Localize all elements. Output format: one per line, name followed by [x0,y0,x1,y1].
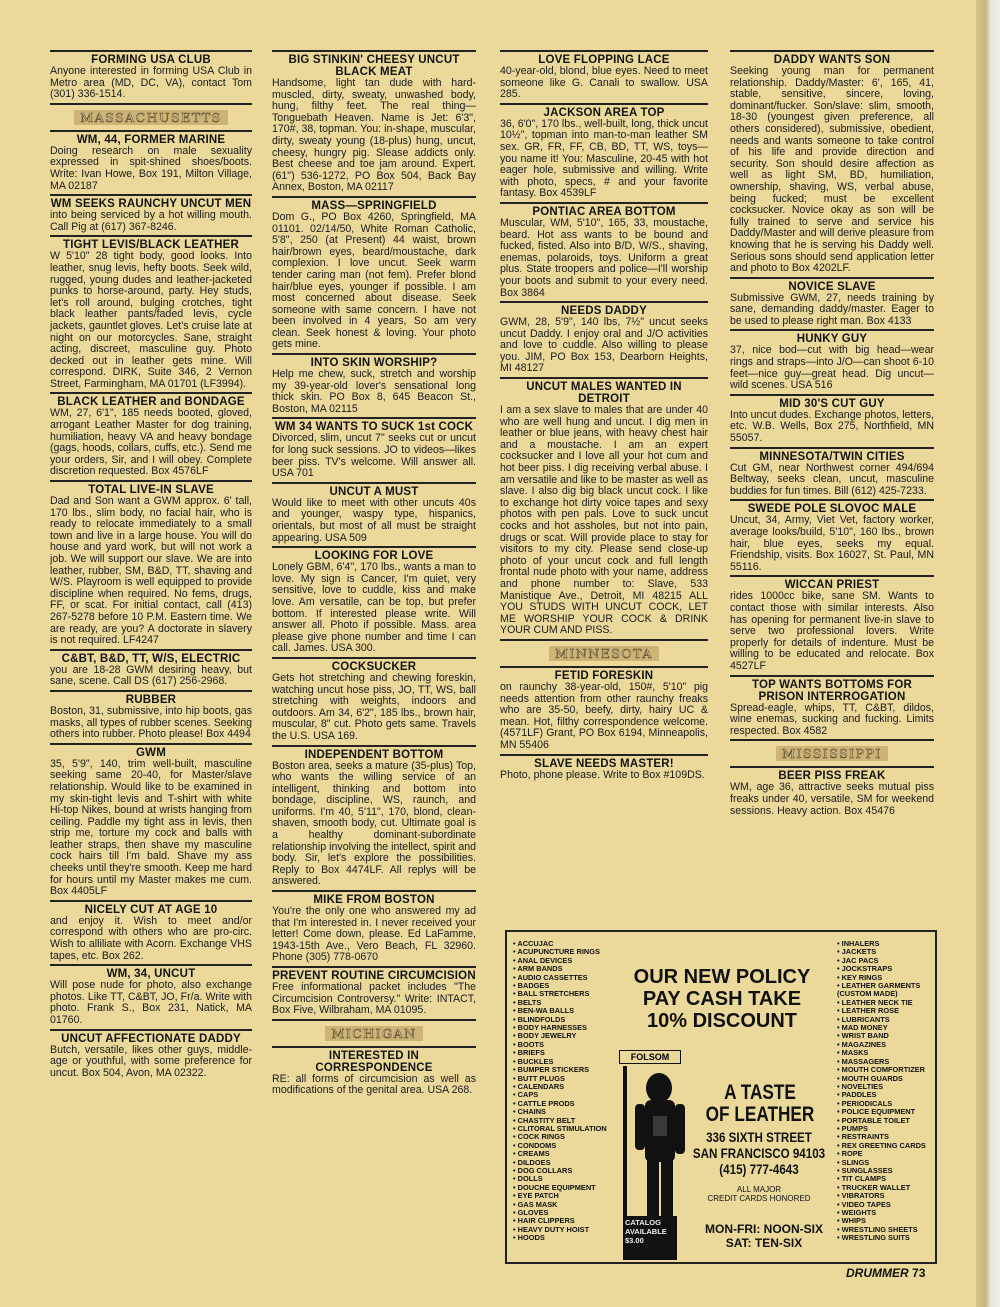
ad-headline: INTERESTED IN CORRESPONDENCE [315,1049,433,1074]
product-item: • GLOVES [513,1209,631,1217]
product-item: • MOUTH COMFORTIZER [837,1066,933,1074]
street-sign: FOLSOM [619,1050,681,1064]
product-item: • WRIST BAND [837,1032,933,1040]
ad-headline: PONTIAC AREA BOTTOM [532,205,676,218]
ad-headline: TOP WANTS BOTTOMS FOR PRISON INTERROGATION [751,678,913,703]
ad-body: Cut GM, near Northwest corner 494/694 Beltway, seeks clean, uncut, masculine buddies for fun times. Bill (612) 425-7233. [730,461,934,497]
ad-body: Will pose nude for photo, also exchange photos. Like TT, C&BT, JO, Fr/a. Write with photo. Frank S., Box 231, Natick, MA 01760. [50,979,252,1026]
ad-headline: FORMING USA CLUB [91,54,211,66]
state-header [50,103,252,130]
product-item: • RESTRAINTS [837,1133,933,1141]
ad-body: WM, age 36, attractive seeks mutual piss freaks under 40, versatile, SM for weekend sessions. Heavy action. Box 45476 [730,781,934,817]
product-item: • JAC PACS [837,957,933,965]
product-item: • BUCKLES [513,1058,631,1066]
store-name-line: OF LEATHER [705,1103,815,1126]
ad-body: Photo, phone please. Write to Box #109DS. [500,768,705,781]
state-name: MICHIGAN [325,1026,422,1041]
ad-body: 40-year-old, blond, blue eyes. Need to meet someone like G. Canali to swallow. USA 285. [500,65,708,101]
product-item: • BADGES [513,982,631,990]
ad-body: Boston, 31, submissive, into hip boots, gas masks, all types of rubber scenes. Seeking others into rubber. Photo please! Box 4494 [50,704,252,741]
hours-line: MON-FRI: NOON-SIX [705,1222,823,1236]
ad-headline: GWM [136,746,166,759]
product-item: • ACCUJAC [513,940,631,948]
ad-body: 37, nice bod—cut with big head—wear rings and straps—into J/O—can shoot 6-10 feet—nice guy—great head. Dig uncut—wild scenes. USA 516 [730,344,934,392]
discount-headline [619,966,825,1032]
ad-headline: HUNKY GUY [796,333,868,346]
product-item: • AUDIO CASSETTES [513,974,631,982]
ad-body: on raunchy 38-year-old, 150#, 5'10" pig needs attention from other raunchy freaks who are 35-50, beefy, dirty, hairy UC & mean. Hot, filthy correspondence welcome.(4571LF) Grant, PO Box 6194, Minneapolis, MN 55406 [500,680,708,751]
state-header [272,1019,476,1046]
ad-headline: NEEDS DADDY [561,305,647,318]
product-item: • HAIR CLIPPERS [513,1217,631,1225]
ad-headline: BLACK LEATHER and BONDAGE [57,396,245,409]
classified-ad [730,50,934,275]
state-name: MISSISSIPPI [776,746,888,761]
product-list-left [513,940,631,1243]
column-4 [730,50,934,819]
product-item: • PADDLES [837,1091,933,1099]
classified-ad [272,353,476,415]
product-item: • INHALERS [837,940,933,948]
product-item: • BUMPER STICKERS [513,1066,631,1074]
classified-ad [272,417,476,479]
ad-body: Divorced, slim, uncut 7" seeks cut or uncut for long suck sessions. JO to videos—likes beer piss. TV's welcome. Will answer all. USA 701 [272,432,476,480]
classified-ad [500,754,708,782]
ad-headline: JACKSON AREA TOP [543,106,665,119]
ad-headline: WM, 44, FORMER MARINE [76,133,226,146]
classified-ad [50,235,252,390]
ad-headline: INTO SKIN WORSHIP? [310,357,438,370]
ad-headline: MID 30'S CUT GUY [779,397,885,410]
address-line: SAN FRANCISCO 94103 [692,1146,826,1161]
ad-body: Doing research on male sexuality expressed in spit-shined shoes/boots. Write: Ivan Howe, Box 191, Milton Village, MA 02187 [50,144,252,192]
classified-ad [50,649,252,688]
state-header [730,739,934,766]
product-item: • CHASTITY BELT [513,1117,631,1125]
product-list-right [837,940,933,1243]
classified-ad [730,329,934,391]
ad-body: Handsome, light tan dude with hard-muscled, dirty, sweaty, unwashed body, hung, filthy feet. The real thing—Tonguebath Heaven. Name is Jet: 6'3", 170#, 38, topman. You: in-shape, muscular, dirty, sweaty young (18-plus) hung, uncut, cheesy, hungry pig. Slease addicts only. Best cheese and toe jam around. Expert. (61") 536-1272, PO Box 504, Back Bay Annex, Boston, MA 02117 [272,77,476,194]
product-item: • GAS MASK [513,1201,631,1209]
ad-headline: INDEPENDENT BOTTOM [304,748,444,761]
product-item: • PORTABLE TOILET [837,1117,933,1125]
ad-body: Would like to meet with other uncuts 40s and younger, waspy type, hispanics, orientals, but most of all must be straight appearing. USA 509 [272,496,476,544]
ad-headline: WICCAN PRIEST [784,579,880,592]
classified-ad [730,575,934,672]
catalog-line: $3.00 [625,1236,644,1245]
ad-body: Boston area, seeks a mature (35-plus) Top, who wants the willing service of an intelligent, thinking and bottom into bondage, discipline, WS, raunch, and uniforms. I'm 40, 5'11", 170, blond, clean-shaven, smooth body, cut. Ultimate goal is a healthy dominant-subordinate relationship involving the intellect, spirit and body. Sir, let's explore the possibilities. Reply to Box 4474LF. All replys will be answered. [272,759,476,888]
product-item: • CAPS [513,1091,631,1099]
product-item: • WEIGHTS [837,1209,933,1217]
product-item: • BODY HARNESSES [513,1024,631,1032]
column-1 [50,50,252,1081]
ad-headline: LOOKING FOR LOVE [314,550,434,563]
product-item: • BRIEFS [513,1049,631,1057]
product-item: • TRUCKER WALLET [837,1184,933,1192]
classified-ad [730,499,934,573]
catalog-line: AVAILABLE [625,1227,667,1236]
magazine-name: DRUMMER [846,1266,909,1280]
classified-ad [272,657,476,743]
product-item: • ACUPUNCTURE RINGS [513,948,631,956]
product-item: • DOUCHE EQUIPMENT [513,1184,631,1192]
ad-headline: UNCUT MALES WANTED IN DETROIT [526,381,682,406]
product-item: • MAGAZINES [837,1041,933,1049]
ad-body: and enjoy it. Wish to meet and/or correspond with others who are pro-circ. Wish to alliliate with Acorn. Exchange VHS tapes, etc. Box 262. [50,914,252,962]
state-header [500,639,708,666]
product-item: • BLINDFOLDS [513,1016,631,1024]
product-item: • SLINGS [837,1159,933,1167]
ad-body: I am a sex slave to males that are under 40 who are well hung and uncut. I dig men in leather or blue jeans, with heavy chest hair and a moustache. I am an expert cocksucker and I love all your hot cum and hot beer piss. I dig receiving verbal abuse. I am versatile and like to be master as well as slave. I also dig big black uncut cock. I like to exchange hot dirty voice tapes and sexy photos with pen pals. Love to suck uncut cocks and hot assholes, but not into pain, drugs or scat. Will provide place to stay for visitors to my city. Please send close-up photo of your uncut cock and full length frontal nude photo with your name, address and phone number to: Slave, 533 Manistique Ave., Detroit, MI 48215 ALL YOU STUDS WITH UNCUT COCK, LET ME WORSHIP YOUR COCK & DRINK YOUR CUM AND PISS. [500,404,708,637]
column-3 [500,50,708,783]
product-item: • HEAVY DUTY HOIST [513,1226,631,1234]
classified-ad [50,900,252,962]
ad-headline: C&BT, B&D, TT, W/S, ELECTRIC [61,652,241,665]
ad-headline: NICELY CUT AT AGE 10 [84,903,218,916]
ad-body: You're the only one who answered my ad that I'm interested in. I never received your letter! Come down, please. Ed LaFamme, 1943-15th Ave., Vero Beach, FL 32960. Phone (305) 778-0670 [272,905,476,964]
ad-headline: MASS—SPRINGFIELD [311,199,437,212]
classified-ad [272,966,476,1017]
product-item: • DILDOES [513,1159,631,1167]
product-item: • CREAMS [513,1150,631,1158]
product-item: • MASKS [837,1049,933,1057]
classified-ad [730,675,934,738]
policy-line: PAY CASH TAKE [642,988,802,1010]
ad-body: Seeking young man for permanent relationship. Daddy/Master: 6', 165, 41, stable, sensitive, sincere, loving, dominant/fucker. Son/slave: slim, smooth, 18-30 (youngest given preference, all others considered), submissive, obedient, needs and wants someone to take control of his life and provide direction and security. Son should desire affection as well as light SM, BD, humiliation, ownership, shaving, WS, verbal abuse, being fucked; must be excellent cocksucker. Novice okay as son will be fully trained to serve and service his Daddy/Master and will derive pleasure from knowing that he is serving his Daddy well. Serious sons should send application letter and photo to Box 4202LF. [730,65,934,275]
ad-body: Gets hot stretching and chewing foreskin, watching uncut hose piss, JO, TT, WS, ball stretching with weights, indoors and outdoors. Am 34, 6'2", 185 lbs., brown hair, muscular, 8" cut. Photo gets same. Travels the U.S. USA 169. [272,671,476,742]
credit-card-note [693,1185,825,1203]
classified-ad [272,1046,476,1097]
ad-headline: WM, 34, UNCUT [106,968,196,981]
product-item: • WRESTLING SUITS [837,1234,933,1242]
store-name-line: A TASTE [724,1081,796,1104]
ad-body: GWM, 28, 5'9", 140 lbs, 7½" uncut seeks uncut Daddy. I enjoy oral and J/O activities and love to cuddle. Also willing to please you. JIM, PO Box 153, Dearborn Heights, MI 48127 [500,316,708,375]
classified-ad [730,394,934,445]
ad-body: Into uncut dudes. Exchange photos, letters, etc. W.B. Wells, Box 275, Northfield, MN 55057. [730,408,934,445]
classified-ad [50,690,252,741]
product-item: • ARM BANDS [513,965,631,973]
classified-ad [50,743,252,898]
hours-line: SAT: TEN-SIX [725,1236,803,1250]
product-item: • VIDEO TAPES [837,1201,933,1209]
ad-headline: MIKE FROM BOSTON [313,894,435,907]
product-item: • REX GREETING CARDS [837,1142,933,1150]
product-item: • MAD MONEY [837,1024,933,1032]
ad-body: Spread-eagle, whips, TT, C&BT, dildos, wine enemas, sucking and fucking. Limits respected. Box 4582 [730,701,934,737]
ad-headline: WM SEEKS RAUNCHY UNCUT MEN [50,198,252,211]
ad-body: WM, 27, 6'1", 185 needs booted, gloved, arrogant Leather Master for dog training, humiliation, heavy VA and heavy bondage (gags, hoods, collars, cuffs, etc.). Send me your orders, Sir, and I will obey. Complete discretion requested. Box 4576LF [50,407,252,478]
classified-ad [272,196,476,351]
product-item: • CLITORAL STIMULATION [513,1125,631,1133]
store-address [690,1130,828,1178]
product-item: • BELTS [513,999,631,1007]
product-item: • CALENDARS [513,1083,631,1091]
page-number: 73 [912,1266,926,1280]
product-item: • KEY RINGS [837,974,933,982]
ad-body: Anyone interested in forming USA Club in Metro area (MD, DC, VA), contact Tom (301) 336-1514. [50,65,252,101]
column-2 [272,50,476,1099]
classified-ad [730,277,934,328]
classified-ad [500,377,708,637]
product-item: • SUNGLASSES [837,1167,933,1175]
ad-body: W 5'10" 28 tight body, good looks. Into leather, snug levis, hefty boots. Seek wild, rugged, young dudes and leather-jacketed punks to horse-around, party. Hey studs, let's roll around, bulging crotches, tight black leather pants/faded levis, cycle jackets, gauntlet gloves. Let's cruise late at night on our motorcycles. Sane, straight acting, discreet, masculine guy. Photo decked out in leather gets mine. Will correspond. DIRK, Suite 346, 2 Vernon Street, Farmingham, MA 01701 (LF3994). [50,250,252,390]
classified-ad [730,766,934,817]
classified-ad [500,50,708,101]
classified-ad [272,546,476,655]
classified-ad [50,392,252,478]
product-item: • EYE PATCH [513,1192,631,1200]
product-item: • PERIODICALS [837,1100,933,1108]
store-advertisement [505,930,937,1264]
product-item: • CATTLE PRODS [513,1100,631,1108]
product-item: • JOCKSTRAPS [837,965,933,973]
product-item: • JACKETS [837,948,933,956]
product-item: • BEN-WA BALLS [513,1007,631,1015]
ad-headline: DADDY WANTS SON [773,54,891,66]
binding-edge [976,0,1000,1307]
product-item: • MOUTH GUARDS [837,1075,933,1083]
ad-body: 35, 5'9", 140, trim well-built, masculine seeking same 20-40, for Master/slave relationship. Would like to be examined in my skin-tight levis and T-shirt with white Hi-top Nikes, bound at wrists hanging from ceiling. Paddle my tight ass in levis, then strip me, torture my cock and balls with leather straps, then shave my masculine cock hairs till I'm bald. Shave my ass cheeks until they're smooth. Keep me hard for hours until my Master makes me cum. Box 4405LF [50,757,252,898]
product-item: • LEATHER ROSE [837,1007,933,1015]
classified-ad [50,1029,252,1080]
ad-body: Submissive GWM, 27, needs training by sane, demanding daddy/master. Eager to be used to please right man. Box 4133 [730,291,934,327]
product-item: • LEATHER GARMENTS (CUSTOM MADE) [837,982,933,999]
ad-body: Dom G., PO Box 4260, Springfield, MA 01101. 02/14/50, White Roman Catholic, 5'8", 250 (at Present) 44 waist, brown hair/brown eyes, beard/moustache, dark complexion. I love uncut. Seek warm tender caring man (not fem). Prefer blond hair/blue eyes, younger if possible. I am most concerned about disease. Seek someone with same concern. I have not been involved in 4 years, So am very clean. Seek honest & loving. Your photo gets mine. [272,210,476,351]
ad-headline: NOVICE SLAVE [788,280,876,293]
product-item: • ANAL DEVICES [513,957,631,965]
product-item: • CHAINS [513,1108,631,1116]
ad-headline: UNCUT AFFECTIONATE DADDY [61,1032,241,1045]
classified-ad [500,666,708,752]
ad-headline: RUBBER [125,693,177,706]
ad-headline: LOVE FLOPPING LACE [538,54,670,66]
classified-ad [272,745,476,889]
ad-body: Lonely GBM, 6'4", 170 lbs., wants a man to love. My sign is Cancer, I'm quiet, very sensitive, love to cuddle, kiss and make love. Am versatile, can be top, but prefer bottom. If interested please write. Will answer all. Photo if possible. Mass. area please give phone number and time I can call. James. USA 300. [272,561,476,655]
policy-line: 10% DISCOUNT [646,1010,798,1032]
page-footer [846,1266,925,1280]
classified-ad [730,447,934,498]
state-name: MINNESOTA [549,646,659,661]
product-item: • POLICE EQUIPMENT [837,1108,933,1116]
store-name [699,1082,822,1126]
ad-headline: TIGHT LEVIS/BLACK LEATHER [62,239,239,252]
ad-body: 36, 6'0", 170 lbs., well-built, long, thick uncut 10½", topman into man-to-man leather SM sex. GR, FR, FF, CB, BD, TT, WS, toys—you name it! You: Masculine, 20-45 with hot eager hole, submissive and willing. Write with photo, specs, # and your favorite fantasy. Box 4539LF [500,117,708,200]
ad-headline: MINNESOTA/TWIN CITIES [759,450,905,463]
product-item: • ROPE [837,1150,933,1158]
store-hours [697,1222,831,1250]
classified-ad [50,964,252,1026]
ad-headline: COCKSUCKER [331,660,417,673]
classified-ad [500,103,708,200]
classified-ad [272,890,476,964]
product-item: • NOVELTIES [837,1083,933,1091]
classified-ad [50,50,252,101]
ad-headline: BIG STINKIN' CHEESY UNCUT BLACK MEAT [288,54,460,78]
product-item: • DOG COLLARS [513,1167,631,1175]
cards-line: CREDIT CARDS HONORED [707,1194,811,1203]
product-item: • LEATHER NECK TIE [837,999,933,1007]
ad-headline: BEER PISS FREAK [778,770,886,783]
product-item: • HOODS [513,1234,631,1242]
ad-headline: PREVENT ROUTINE CIRCUMCISION [272,970,476,982]
phone-number: (415) 777-4643 [719,1162,799,1177]
classified-ad [50,130,252,192]
ad-body: into being serviced by a hot willing mouth. Call Pig at (617) 367-8246. [50,209,252,233]
ad-body: Muscular, WM, 5'10", 165, 33, moustache, beard. Hot ass wants to be bound and fucked, fisted. Also into B/D, W/S., shaving, enemas, polaroids, toys. Uniform a great plus. State troopers and police—I'll worship your boots and submit to your every need. Box 3864 [500,216,708,299]
product-item: • PUMPS [837,1125,933,1133]
ad-headline: TOTAL LIVE-IN SLAVE [88,484,214,497]
policy-line: OUR NEW POLICY [633,966,811,988]
product-item: • DOLLS [513,1175,631,1183]
cards-line: ALL MAJOR [736,1185,782,1194]
ad-body: you are 18-28 GWM desiring heavy, but sane, scene. Call DS (617) 256-2968. [50,663,252,688]
ad-body: Free informational packet includes "The Circumcision Controversy." Write: INTACT, Box Five, Wilbraham, MA 01095. [272,981,476,1017]
product-item: • BALL STRETCHERS [513,990,631,998]
product-item: • BODY JEWELRY [513,1032,631,1040]
ad-body: rides 1000cc bike, sane SM. Wants to contact those with similar interests. Also has opening for permanent live-in slave to serve two professional lovers. Write properly for details of indenture. Must be willing to be educated and relocate. Box 4527LF [730,590,934,672]
product-item: • TIT CLAMPS [837,1175,933,1183]
product-item: • BOOTS [513,1041,631,1049]
product-item: • BUTT PLUGS [513,1075,631,1083]
product-item: • WRESTLING SHEETS [837,1226,933,1234]
product-item: • VIBRATORS [837,1192,933,1200]
ad-headline: SLAVE NEEDS MASTER! [534,757,674,770]
classified-ad [500,301,708,375]
classified-ad [500,202,708,299]
catalog-line: CATALOG [625,1218,661,1227]
ad-body: Help me chew, suck, stretch and worship my 39-year-old lover's sensational long thick skin. PO Box 8, 645 Beacon St., Boston, MA 02115 [272,368,476,415]
state-name: MASSACHUSETTS [74,110,227,125]
ad-body: Uncut, 34, Army, Viet Vet, factory worker, average looks/build, 5'10", 160 lbs., brown hair, blue eyes, seeks my equal. Friendship, visits. Box 16027, St. Paul, MN 55116. [730,514,934,573]
product-item: • MASSAGERS [837,1058,933,1066]
catalog-box [623,1216,677,1260]
ad-headline: FETID FORESKIN [554,669,654,682]
ad-headline: WM 34 WANTS TO SUCK 1st COCK [274,421,474,434]
product-item: • WHIPS [837,1217,933,1225]
ad-headline: UNCUT A MUST [329,485,419,498]
ad-headline: SWEDE POLE SLOVOC MALE [747,503,917,516]
ad-body: Butch, versatile, likes other guys, middle-age or youthful, with some preference for uncut. Box 504, Avon, MA 02322. [50,1043,252,1079]
address-line: 336 SIXTH STREET [706,1130,812,1145]
classified-ad [272,50,476,194]
classified-ad [272,482,476,544]
ad-body: RE: all forms of circumcision as well as modifications of the genital area. USA 268. [272,1072,476,1097]
classified-ad [50,480,252,647]
ad-body: Dad and Son want a GWM approx. 6' tall, 170 lbs., slim body, no facial hair, who is ready to relocate immediately to a small town and live in a large house. You will do house and yard work, but will not work a job. We will support our slave. We are into leather, rubber, SM, B&D, TT, shaving and W/S. Playroom is well equipped to provide discipline when required. No fems, drugs, FF, or scat. For initial contact, call (413) 267-5278 before 10 P.M. Eastern time. We are ready, are you? A doctorate in slavery is not required. LF4247 [50,495,252,647]
classified-ad [50,194,252,233]
product-item: • LUBRICANTS [837,1016,933,1024]
product-item: • CONDOMS [513,1142,631,1150]
product-item: • COCK RINGS [513,1133,631,1141]
